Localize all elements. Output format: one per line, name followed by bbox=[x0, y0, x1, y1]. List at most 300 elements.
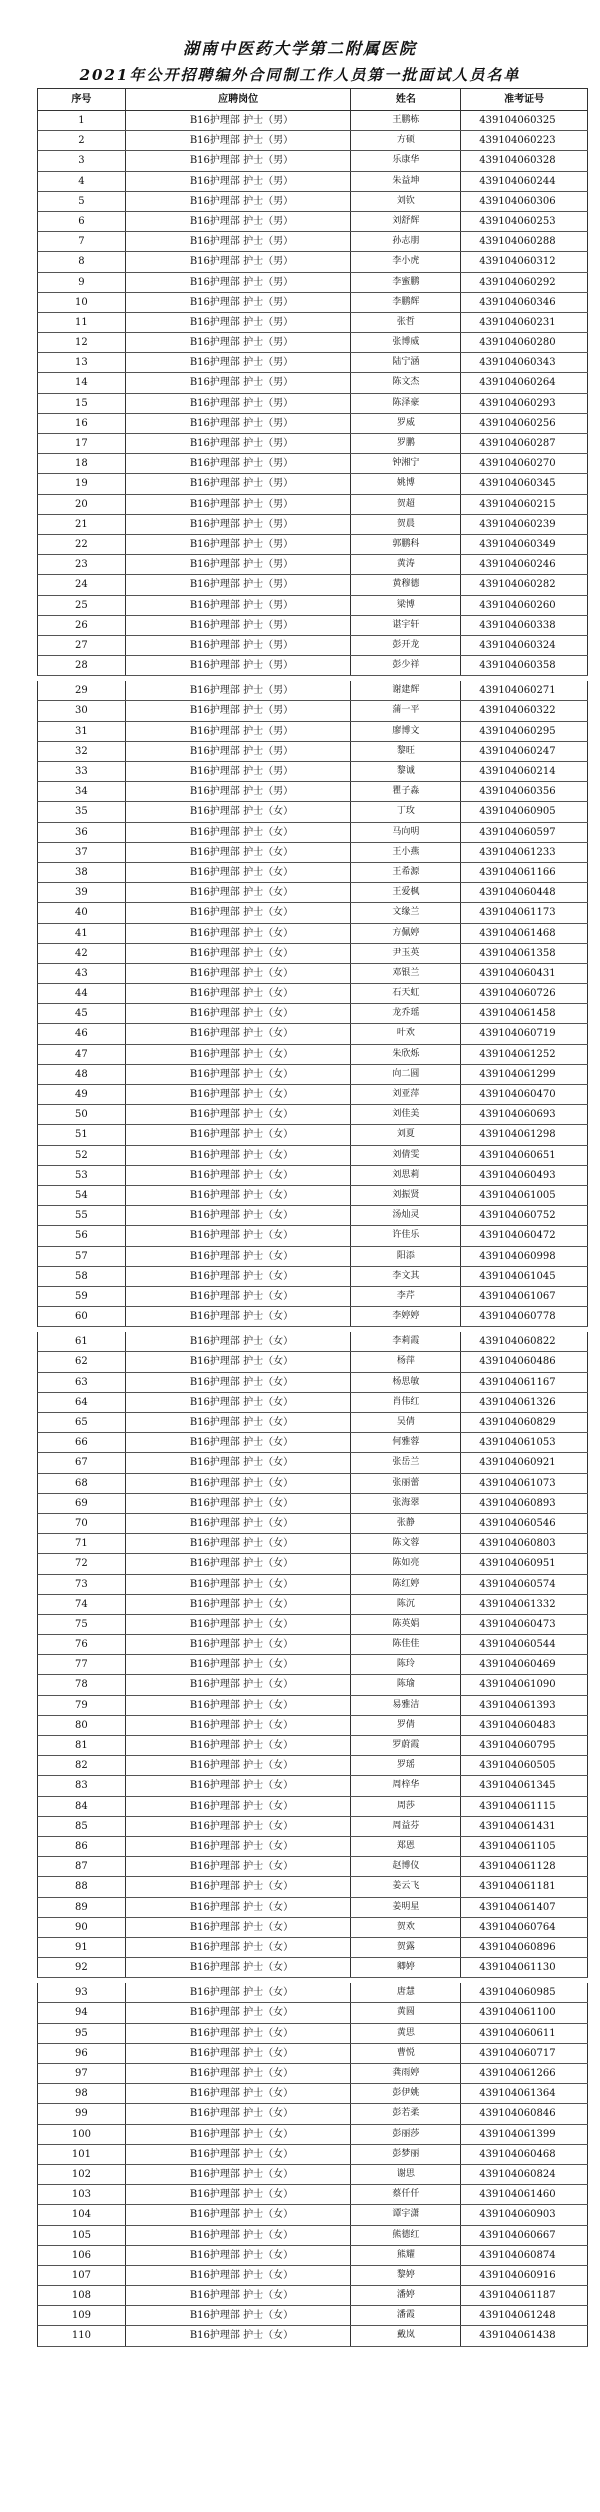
cell-exam-id: 439104060253 bbox=[461, 212, 588, 231]
cell-name: 彭丽莎 bbox=[351, 2125, 461, 2144]
cell-no: 65 bbox=[38, 1413, 126, 1432]
table-row bbox=[37, 2326, 588, 2346]
cell-name: 罗倩 bbox=[351, 1716, 461, 1735]
cell-exam-id: 439104061393 bbox=[461, 1696, 588, 1715]
cell-position: B16护理部 护士（女） bbox=[126, 1736, 352, 1755]
cell-no: 56 bbox=[38, 1226, 126, 1245]
table-row bbox=[37, 1307, 588, 1327]
cell-name: 姜云飞 bbox=[351, 1877, 461, 1896]
cell-position: B16护理部 护士（女） bbox=[126, 2246, 352, 2265]
table-row bbox=[37, 1287, 588, 1307]
cell-exam-id: 439104060246 bbox=[461, 555, 588, 574]
cell-name: 周莎 bbox=[351, 1797, 461, 1816]
cell-name: 李文其 bbox=[351, 1267, 461, 1286]
cell-exam-id: 439104060215 bbox=[461, 495, 588, 514]
cell-exam-id: 439104061167 bbox=[461, 1373, 588, 1392]
cell-position: B16护理部 护士（女） bbox=[126, 2145, 352, 2164]
cell-name: 曹悦 bbox=[351, 2044, 461, 2063]
table-row bbox=[37, 1146, 588, 1166]
cell-exam-id: 439104061252 bbox=[461, 1045, 588, 1064]
cell-exam-id: 439104060752 bbox=[461, 1206, 588, 1225]
table-row bbox=[37, 1267, 588, 1287]
cell-exam-id: 439104060985 bbox=[461, 1983, 588, 2002]
cell-exam-id: 439104060324 bbox=[461, 636, 588, 655]
cell-exam-id: 439104060951 bbox=[461, 1554, 588, 1573]
table-row bbox=[37, 515, 588, 535]
cell-position: B16护理部 护士（女） bbox=[126, 1877, 352, 1896]
cell-name: 龙乔瑶 bbox=[351, 1004, 461, 1023]
cell-position: B16护理部 护士（女） bbox=[126, 1352, 352, 1371]
cell-name: 贺欢 bbox=[351, 1918, 461, 1937]
table-row bbox=[37, 333, 588, 353]
cell-exam-id: 439104060921 bbox=[461, 1453, 588, 1472]
cell-position: B16护理部 护士（女） bbox=[126, 843, 352, 862]
table-row bbox=[37, 1453, 588, 1473]
header-no: 序号 bbox=[38, 89, 126, 110]
cell-exam-id: 439104060349 bbox=[461, 535, 588, 554]
cell-name: 叶欢 bbox=[351, 1024, 461, 1043]
cell-name: 易雅洁 bbox=[351, 1696, 461, 1715]
cell-position: B16护理部 护士（女） bbox=[126, 1125, 352, 1144]
cell-exam-id: 439104060829 bbox=[461, 1413, 588, 1432]
cell-position: B16护理部 护士（男） bbox=[126, 575, 352, 594]
cell-name: 龚雨婷 bbox=[351, 2064, 461, 2083]
cell-no: 21 bbox=[38, 515, 126, 534]
cell-position: B16护理部 护士（女） bbox=[126, 1206, 352, 1225]
cell-name: 黄涛 bbox=[351, 555, 461, 574]
cell-position: B16护理部 护士（女） bbox=[126, 1166, 352, 1185]
cell-no: 2 bbox=[38, 131, 126, 150]
cell-name: 谌宇轩 bbox=[351, 616, 461, 635]
cell-position: B16护理部 护士（女） bbox=[126, 903, 352, 922]
cell-position: B16护理部 护士（女） bbox=[126, 1635, 352, 1654]
cell-name: 杨萍 bbox=[351, 1352, 461, 1371]
cell-position: B16护理部 护士（女） bbox=[126, 1186, 352, 1205]
table-row bbox=[37, 1938, 588, 1958]
cell-exam-id: 439104060280 bbox=[461, 333, 588, 352]
cell-no: 45 bbox=[38, 1004, 126, 1023]
cell-name: 潘婷 bbox=[351, 2286, 461, 2305]
cell-exam-id: 439104061100 bbox=[461, 2003, 588, 2022]
cell-no: 60 bbox=[38, 1307, 126, 1326]
cell-position: B16护理部 护士（男） bbox=[126, 252, 352, 271]
table-row bbox=[37, 394, 588, 414]
cell-no: 8 bbox=[38, 252, 126, 271]
cell-no: 6 bbox=[38, 212, 126, 231]
table-row bbox=[37, 1413, 588, 1433]
cell-position: B16护理部 护士（女） bbox=[126, 1514, 352, 1533]
cell-position: B16护理部 护士（女） bbox=[126, 1898, 352, 1917]
cell-exam-id: 439104060473 bbox=[461, 1615, 588, 1634]
cell-exam-id: 439104060312 bbox=[461, 252, 588, 271]
cell-position: B16护理部 护士（男） bbox=[126, 616, 352, 635]
cell-name: 李婷婷 bbox=[351, 1307, 461, 1326]
cell-name: 黄思 bbox=[351, 2024, 461, 2043]
cell-name: 刘佳美 bbox=[351, 1105, 461, 1124]
cell-exam-id: 439104060328 bbox=[461, 151, 588, 170]
table-row bbox=[37, 883, 588, 903]
cell-exam-id: 439104060795 bbox=[461, 1736, 588, 1755]
table-row bbox=[37, 2226, 588, 2246]
cell-name: 贺超 bbox=[351, 495, 461, 514]
cell-position: B16护理部 护士（女） bbox=[126, 1675, 352, 1694]
table-row bbox=[37, 1534, 588, 1554]
cell-exam-id: 439104060325 bbox=[461, 111, 588, 130]
cell-name: 谢思 bbox=[351, 2165, 461, 2184]
cell-no: 23 bbox=[38, 555, 126, 574]
cell-no: 94 bbox=[38, 2003, 126, 2022]
table-row bbox=[37, 1373, 588, 1393]
cell-exam-id: 439104061090 bbox=[461, 1675, 588, 1694]
cell-no: 22 bbox=[38, 535, 126, 554]
cell-no: 26 bbox=[38, 616, 126, 635]
cell-exam-id: 439104061299 bbox=[461, 1065, 588, 1084]
cell-exam-id: 439104060293 bbox=[461, 394, 588, 413]
cell-no: 80 bbox=[38, 1716, 126, 1735]
cell-position: B16护理部 护士（女） bbox=[126, 2064, 352, 2083]
cell-no: 95 bbox=[38, 2024, 126, 2043]
cell-position: B16护理部 护士（女） bbox=[126, 883, 352, 902]
cell-position: B16护理部 护士（女） bbox=[126, 1938, 352, 1957]
cell-position: B16护理部 护士（女） bbox=[126, 1045, 352, 1064]
table-row bbox=[37, 1186, 588, 1206]
table-row bbox=[37, 111, 588, 131]
cell-position: B16护理部 护士（男） bbox=[126, 782, 352, 801]
cell-name: 蔡仟仟 bbox=[351, 2185, 461, 2204]
cell-name: 姚博 bbox=[351, 474, 461, 493]
cell-exam-id: 439104060486 bbox=[461, 1352, 588, 1371]
cell-name: 张静 bbox=[351, 1514, 461, 1533]
table-row bbox=[37, 1857, 588, 1877]
cell-exam-id: 439104061067 bbox=[461, 1287, 588, 1306]
cell-exam-id: 439104061248 bbox=[461, 2306, 588, 2325]
cell-no: 64 bbox=[38, 1393, 126, 1412]
cell-name: 熊德红 bbox=[351, 2226, 461, 2245]
cell-exam-id: 439104060260 bbox=[461, 596, 588, 615]
cell-no: 24 bbox=[38, 575, 126, 594]
cell-no: 31 bbox=[38, 722, 126, 741]
cell-exam-id: 439104060256 bbox=[461, 414, 588, 433]
cell-position: B16护理部 护士（女） bbox=[126, 924, 352, 943]
cell-no: 55 bbox=[38, 1206, 126, 1225]
table-row bbox=[37, 701, 588, 721]
cell-position: B16护理部 护士（女） bbox=[126, 1247, 352, 1266]
cell-position: B16护理部 护士（女） bbox=[126, 1267, 352, 1286]
cell-no: 19 bbox=[38, 474, 126, 493]
cell-name: 尹玉英 bbox=[351, 944, 461, 963]
cell-no: 36 bbox=[38, 823, 126, 842]
table-row bbox=[37, 596, 588, 616]
cell-name: 卿婷 bbox=[351, 1958, 461, 1977]
table-row bbox=[37, 2125, 588, 2145]
table-row bbox=[37, 984, 588, 1004]
cell-name: 罗蔚霞 bbox=[351, 1736, 461, 1755]
cell-exam-id: 439104060611 bbox=[461, 2024, 588, 2043]
cell-no: 78 bbox=[38, 1675, 126, 1694]
cell-position: B16护理部 护士（男） bbox=[126, 373, 352, 392]
cell-exam-id: 439104060431 bbox=[461, 964, 588, 983]
table-row bbox=[37, 1024, 588, 1044]
cell-no: 57 bbox=[38, 1247, 126, 1266]
cell-name: 陈文蓉 bbox=[351, 1534, 461, 1553]
table-row bbox=[37, 1655, 588, 1675]
table-row bbox=[37, 1877, 588, 1897]
cell-position: B16护理部 护士（男） bbox=[126, 293, 352, 312]
cell-position: B16护理部 护士（女） bbox=[126, 2266, 352, 2285]
cell-position: B16护理部 护士（女） bbox=[126, 2306, 352, 2325]
cell-position: B16护理部 护士（女） bbox=[126, 2205, 352, 2224]
cell-no: 67 bbox=[38, 1453, 126, 1472]
cell-position: B16护理部 护士（女） bbox=[126, 1797, 352, 1816]
cell-position: B16护理部 护士（男） bbox=[126, 414, 352, 433]
cell-exam-id: 439104060282 bbox=[461, 575, 588, 594]
cell-position: B16护理部 护士（女） bbox=[126, 2185, 352, 2204]
cell-name: 朱欣烁 bbox=[351, 1045, 461, 1064]
cell-exam-id: 439104061298 bbox=[461, 1125, 588, 1144]
cell-exam-id: 439104060726 bbox=[461, 984, 588, 1003]
cell-no: 18 bbox=[38, 454, 126, 473]
cell-name: 梁博 bbox=[351, 596, 461, 615]
cell-no: 96 bbox=[38, 2044, 126, 2063]
cell-name: 李小虎 bbox=[351, 252, 461, 271]
table-row bbox=[37, 495, 588, 515]
cell-no: 44 bbox=[38, 984, 126, 1003]
cell-position: B16护理部 护士（女） bbox=[126, 2226, 352, 2245]
cell-name: 刘亚萍 bbox=[351, 1085, 461, 1104]
table-row bbox=[37, 964, 588, 984]
cell-position: B16护理部 护士（男） bbox=[126, 192, 352, 211]
cell-name: 石天虹 bbox=[351, 984, 461, 1003]
cell-name: 方硕 bbox=[351, 131, 461, 150]
cell-no: 73 bbox=[38, 1575, 126, 1594]
table-row bbox=[37, 2306, 588, 2326]
cell-exam-id: 439104060903 bbox=[461, 2205, 588, 2224]
cell-position: B16护理部 护士（女） bbox=[126, 1918, 352, 1937]
cell-name: 钟湘宁 bbox=[351, 454, 461, 473]
cell-exam-id: 439104060505 bbox=[461, 1756, 588, 1775]
cell-name: 何雅蓉 bbox=[351, 1433, 461, 1452]
cell-no: 16 bbox=[38, 414, 126, 433]
cell-no: 10 bbox=[38, 293, 126, 312]
cell-no: 66 bbox=[38, 1433, 126, 1452]
cell-name: 张丽蕾 bbox=[351, 1474, 461, 1493]
cell-exam-id: 439104060345 bbox=[461, 474, 588, 493]
cell-exam-id: 439104061233 bbox=[461, 843, 588, 862]
cell-name: 张岳兰 bbox=[351, 1453, 461, 1472]
cell-no: 63 bbox=[38, 1373, 126, 1392]
cell-no: 68 bbox=[38, 1474, 126, 1493]
cell-position: B16护理部 护士（女） bbox=[126, 1575, 352, 1594]
cell-exam-id: 439104060574 bbox=[461, 1575, 588, 1594]
cell-no: 40 bbox=[38, 903, 126, 922]
table-row bbox=[37, 1105, 588, 1125]
cell-exam-id: 439104060597 bbox=[461, 823, 588, 842]
table-row bbox=[37, 1756, 588, 1776]
table-row bbox=[37, 944, 588, 964]
cell-name: 张哲 bbox=[351, 313, 461, 332]
cell-no: 85 bbox=[38, 1817, 126, 1836]
cell-name: 李芹 bbox=[351, 1287, 461, 1306]
cell-no: 47 bbox=[38, 1045, 126, 1064]
cell-no: 53 bbox=[38, 1166, 126, 1185]
cell-exam-id: 439104060306 bbox=[461, 192, 588, 211]
table-row bbox=[37, 232, 588, 252]
cell-position: B16护理部 护士（女） bbox=[126, 1857, 352, 1876]
table-row bbox=[37, 616, 588, 636]
table-row bbox=[37, 2003, 588, 2023]
cell-no: 109 bbox=[38, 2306, 126, 2325]
cell-name: 陈瑜 bbox=[351, 1675, 461, 1694]
table-row bbox=[37, 2246, 588, 2266]
cell-no: 87 bbox=[38, 1857, 126, 1876]
document-subtitle: 2021年公开招聘编外合同制工作人员第一批面试人员名单 bbox=[79, 66, 521, 84]
cell-no: 13 bbox=[38, 353, 126, 372]
table-row bbox=[37, 131, 588, 151]
cell-exam-id: 439104060448 bbox=[461, 883, 588, 902]
cell-no: 54 bbox=[38, 1186, 126, 1205]
table-row bbox=[37, 192, 588, 212]
cell-position: B16护理部 护士（女） bbox=[126, 1817, 352, 1836]
cell-exam-id: 439104060356 bbox=[461, 782, 588, 801]
table-row bbox=[37, 212, 588, 232]
cell-exam-id: 439104060288 bbox=[461, 232, 588, 251]
cell-exam-id: 439104061358 bbox=[461, 944, 588, 963]
cell-no: 38 bbox=[38, 863, 126, 882]
cell-position: B16护理部 护士（女） bbox=[126, 1085, 352, 1104]
cell-name: 杨思敏 bbox=[351, 1373, 461, 1392]
cell-no: 51 bbox=[38, 1125, 126, 1144]
cell-no: 17 bbox=[38, 434, 126, 453]
cell-position: B16护理部 护士（女） bbox=[126, 984, 352, 1003]
document-title: 湖南中医药大学第二附属医院 bbox=[182, 39, 417, 58]
table-row bbox=[37, 742, 588, 762]
cell-exam-id: 439104060764 bbox=[461, 1918, 588, 1937]
cell-no: 30 bbox=[38, 701, 126, 720]
table-row bbox=[37, 414, 588, 434]
cell-no: 93 bbox=[38, 1983, 126, 2002]
cell-no: 110 bbox=[38, 2326, 126, 2345]
cell-name: 熊耀 bbox=[351, 2246, 461, 2265]
cell-position: B16护理部 护士（女） bbox=[126, 1024, 352, 1043]
cell-position: B16护理部 护士（女） bbox=[126, 2165, 352, 2184]
table-row bbox=[37, 373, 588, 393]
cell-exam-id: 439104061431 bbox=[461, 1817, 588, 1836]
table-row bbox=[37, 2165, 588, 2185]
cell-name: 戴岚 bbox=[351, 2326, 461, 2345]
cell-exam-id: 439104060247 bbox=[461, 742, 588, 761]
cell-name: 陈佳佳 bbox=[351, 1635, 461, 1654]
table-row bbox=[37, 1837, 588, 1857]
cell-position: B16护理部 护士（女） bbox=[126, 1983, 352, 2002]
table-row bbox=[37, 2205, 588, 2225]
cell-position: B16护理部 护士（男） bbox=[126, 313, 352, 332]
cell-position: B16护理部 护士（男） bbox=[126, 333, 352, 352]
table-row bbox=[37, 2185, 588, 2205]
cell-name: 彭开龙 bbox=[351, 636, 461, 655]
table-row bbox=[37, 1797, 588, 1817]
cell-name: 陆宁涵 bbox=[351, 353, 461, 372]
table-row bbox=[37, 823, 588, 843]
cell-name: 阳添 bbox=[351, 1247, 461, 1266]
cell-no: 5 bbox=[38, 192, 126, 211]
cell-name: 陈沉 bbox=[351, 1595, 461, 1614]
cell-name: 丁玫 bbox=[351, 802, 461, 821]
cell-position: B16护理部 护士（男） bbox=[126, 394, 352, 413]
cell-position: B16护理部 护士（女） bbox=[126, 802, 352, 821]
cell-name: 罗威 bbox=[351, 414, 461, 433]
cell-exam-id: 439104061332 bbox=[461, 1595, 588, 1614]
cell-exam-id: 439104061460 bbox=[461, 2185, 588, 2204]
table-row bbox=[37, 1575, 588, 1595]
cell-position: B16护理部 护士（女） bbox=[126, 1776, 352, 1795]
table-row bbox=[37, 313, 588, 333]
cell-no: 86 bbox=[38, 1837, 126, 1856]
cell-name: 陈玲 bbox=[351, 1655, 461, 1674]
cell-no: 72 bbox=[38, 1554, 126, 1573]
cell-no: 7 bbox=[38, 232, 126, 251]
cell-exam-id: 439104060223 bbox=[461, 131, 588, 150]
cell-exam-id: 439104060546 bbox=[461, 1514, 588, 1533]
cell-exam-id: 439104060916 bbox=[461, 2266, 588, 2285]
table-row bbox=[37, 575, 588, 595]
cell-position: B16护理部 护士（女） bbox=[126, 1716, 352, 1735]
cell-no: 77 bbox=[38, 1655, 126, 1674]
table-row bbox=[37, 636, 588, 656]
cell-no: 37 bbox=[38, 843, 126, 862]
cell-no: 71 bbox=[38, 1534, 126, 1553]
cell-name: 罗鹏 bbox=[351, 434, 461, 453]
table-row bbox=[37, 252, 588, 272]
cell-position: B16护理部 护士（女） bbox=[126, 2286, 352, 2305]
cell-exam-id: 439104061005 bbox=[461, 1186, 588, 1205]
cell-position: B16护理部 护士（男） bbox=[126, 111, 352, 130]
cell-exam-id: 439104060271 bbox=[461, 681, 588, 700]
cell-no: 82 bbox=[38, 1756, 126, 1775]
table-row bbox=[37, 535, 588, 555]
table-row bbox=[37, 2044, 588, 2064]
cell-position: B16护理部 护士（女） bbox=[126, 944, 352, 963]
cell-name: 陈如亮 bbox=[351, 1554, 461, 1573]
cell-name: 瞿子淼 bbox=[351, 782, 461, 801]
cell-exam-id: 439104060346 bbox=[461, 293, 588, 312]
cell-no: 58 bbox=[38, 1267, 126, 1286]
cell-no: 9 bbox=[38, 273, 126, 292]
cell-exam-id: 439104061326 bbox=[461, 1393, 588, 1412]
cell-no: 15 bbox=[38, 394, 126, 413]
cell-position: B16护理部 护士（女） bbox=[126, 1474, 352, 1493]
cell-exam-id: 439104061115 bbox=[461, 1797, 588, 1816]
cell-name: 刘思莉 bbox=[351, 1166, 461, 1185]
cell-exam-id: 439104060322 bbox=[461, 701, 588, 720]
cell-name: 黎旺 bbox=[351, 742, 461, 761]
table-row bbox=[37, 1226, 588, 1246]
cell-exam-id: 439104060893 bbox=[461, 1494, 588, 1513]
cell-name: 方佩婷 bbox=[351, 924, 461, 943]
cell-exam-id: 439104060803 bbox=[461, 1534, 588, 1553]
cell-exam-id: 439104060287 bbox=[461, 434, 588, 453]
cell-position: B16护理部 护士（女） bbox=[126, 1146, 352, 1165]
table-row bbox=[37, 1474, 588, 1494]
cell-name: 王小燕 bbox=[351, 843, 461, 862]
table-row bbox=[37, 681, 588, 701]
candidate-table bbox=[37, 88, 588, 2347]
cell-no: 3 bbox=[38, 151, 126, 170]
cell-name: 李莉霞 bbox=[351, 1332, 461, 1351]
cell-exam-id: 439104061073 bbox=[461, 1474, 588, 1493]
cell-position: B16护理部 护士（女） bbox=[126, 1494, 352, 1513]
cell-position: B16护理部 护士（男） bbox=[126, 353, 352, 372]
cell-exam-id: 439104061399 bbox=[461, 2125, 588, 2144]
